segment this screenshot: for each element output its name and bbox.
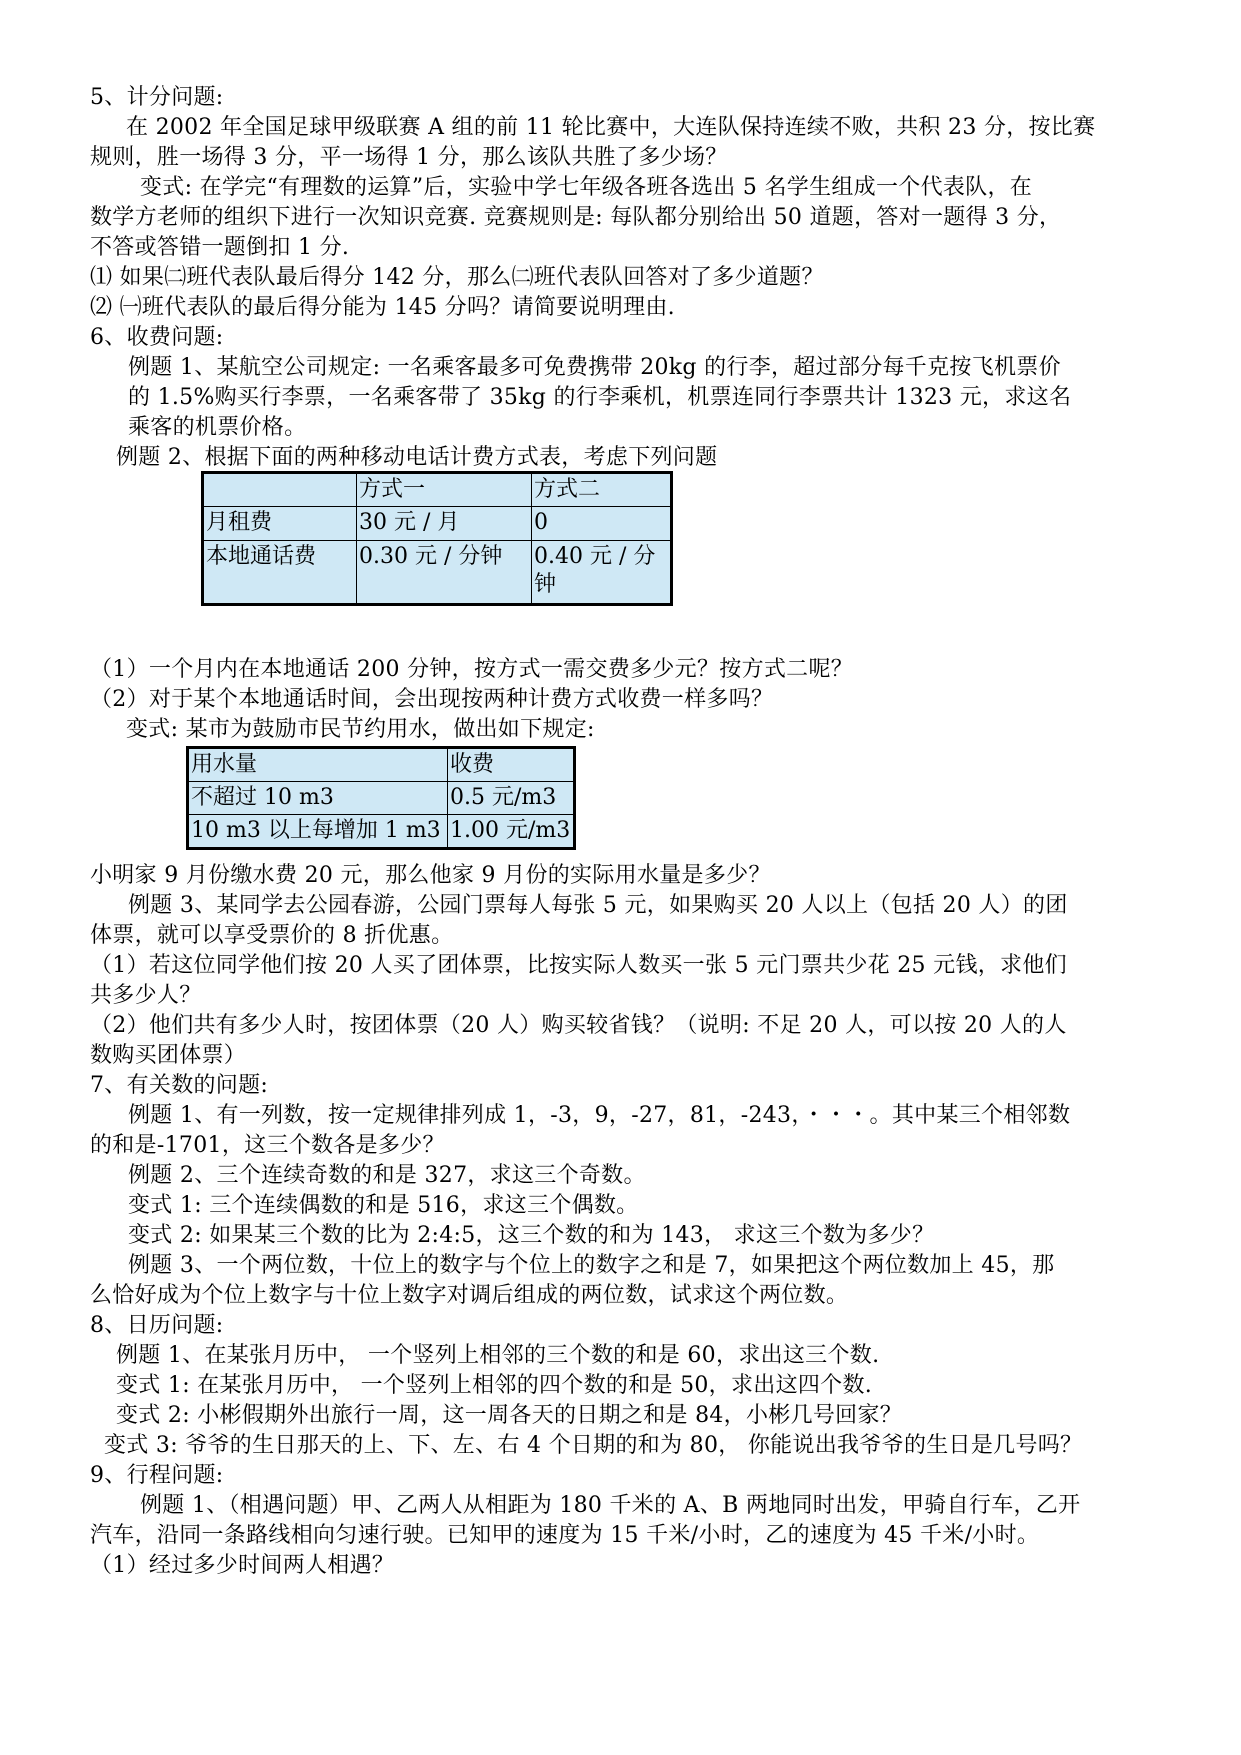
table-cell: 0.5 元/m3 xyxy=(448,782,575,815)
table-cell: 方式二 xyxy=(532,473,672,507)
table-cell xyxy=(203,473,357,507)
text-line: 变式 2: 小彬假期外出旅行一周，这一周各天的日期之和是 84，小彬几号回家？ xyxy=(116,1403,903,1428)
table-cell: 0 xyxy=(532,507,672,541)
text-line: 汽车，沿同一条路线相向匀速行驶。已知甲的速度为 15 千米/小时，乙的速度为 45 千米/小时。 xyxy=(90,1523,1040,1548)
text-line: 乘客的机票价格。 xyxy=(128,415,307,440)
text-line: 么恰好成为个位上数字与十位上数字对调后组成的两位数，试求这个两位数。 xyxy=(90,1283,849,1308)
table-row xyxy=(203,541,672,605)
text-line: 小明家 9 月份缴水费 20 元，那么他家 9 月份的实际用水量是多少？ xyxy=(90,863,771,888)
text-line: 变式 2: 如果某三个数的比为 2:4:5，这三个数的和为 143， 求这三个数为多少？ xyxy=(128,1223,935,1248)
table-row xyxy=(188,782,575,815)
table-cell: 本地通话费 xyxy=(203,541,357,605)
table-cell: 不超过 10 m3 xyxy=(188,782,448,815)
table-row xyxy=(203,473,672,507)
cell-line: 钟 xyxy=(534,572,557,597)
text-line: （1）一个月内在本地通话 200 分钟，按方式一需交费多少元？按方式二呢？ xyxy=(90,657,854,682)
text-line: （2）他们共有多少人时，按团体票（20 人）购买较省钱？（说明: 不足 20 人，可以按 20 人的人 xyxy=(90,1013,1067,1038)
text-line: 例题 2、三个连续奇数的和是 327，求这三个奇数。 xyxy=(128,1163,646,1188)
text-line: 数学方老师的组织下进行一次知识竞赛. 竞赛规则是: 每队都分别给出 50 道题，答对一题得 3 分， xyxy=(90,205,1062,230)
text-line: 变式: 在学完“有理数的运算”后，实验中学七年级各班各选出 5 名学生组成一个代表队，在 xyxy=(140,175,1033,200)
text-line: 例题 1、有一列数，按一定规律排列成 1，-3，9，-27，81，-243，・・・。其中某三个相邻数 xyxy=(128,1103,1071,1128)
section-heading: 8、日历问题: xyxy=(90,1313,224,1338)
text-line: 变式 1: 三个连续偶数的和是 516，求这三个偶数。 xyxy=(128,1193,639,1218)
text-line: 例题 3、某同学去公园春游，公园门票每人每张 5 元，如果购买 20 人以上（包括 20 人）的团 xyxy=(128,893,1068,918)
text-line: 变式 3: 爷爷的生日那天的上、下、左、右 4 个日期的和为 80， 你能说出我爷爷的生日是几号吗？ xyxy=(104,1433,1083,1458)
section-heading: 5、计分问题: xyxy=(90,85,224,110)
text-line: 例题 1、某航空公司规定: 一名乘客最多可免费携带 20kg 的行李，超过部分每千克按飞机票价 xyxy=(128,355,1061,380)
text-line: 例题 1、（相遇问题）甲、乙两人从相距为 180 千米的 A、B 两地同时出发，甲骑自行车，乙开 xyxy=(140,1493,1081,1518)
text-line: （1）经过多少时间两人相遇？ xyxy=(90,1553,395,1578)
text-line: ⑴ 如果㈡班代表队最后得分 142 分，那么㈡班代表队回答对了多少道题？ xyxy=(90,265,824,290)
table-cell: 1.00 元/m3 xyxy=(448,815,575,849)
text-line: 规则，胜一场得 3 分，平一场得 1 分，那么该队共胜了多少场？ xyxy=(90,145,728,170)
text-line: （2）对于某个本地通话时间，会出现按两种计费方式收费一样多吗？ xyxy=(90,687,774,712)
text-line: 例题 3、一个两位数，十位上的数字与个位上的数字之和是 7，如果把这个两位数加上 45，那 xyxy=(128,1253,1055,1278)
water-fee-table xyxy=(186,746,576,850)
table-row xyxy=(188,748,575,782)
phone-billing-table xyxy=(201,471,673,606)
table-cell: 方式一 xyxy=(357,473,532,507)
table-row xyxy=(203,507,672,541)
text-line: 的和是-1701，这三个数各是多少？ xyxy=(90,1133,445,1158)
table-cell: 月租费 xyxy=(203,507,357,541)
text-line: 例题 2、根据下面的两种移动电话计费方式表，考虑下列问题 xyxy=(116,445,718,470)
table-cell: 收费 xyxy=(448,748,575,782)
table-row xyxy=(188,815,575,849)
cell-line: 0.40 元 / 分 xyxy=(534,544,656,569)
table-cell: 用水量 xyxy=(188,748,448,782)
text-line: 体票，就可以享受票价的 8 折优惠。 xyxy=(90,923,454,948)
text-line: 的 1.5%购买行李票，一名乘客带了 35kg 的行李乘机，机票连同行李票共计 1323 元，求这名 xyxy=(128,385,1072,410)
table-cell: 30 元 / 月 xyxy=(357,507,532,541)
section-heading: 7、有关数的问题: xyxy=(90,1073,269,1098)
table-cell: 0.30 元 / 分钟 xyxy=(357,541,532,605)
section-heading: 9、行程问题: xyxy=(90,1463,224,1488)
table-cell xyxy=(532,541,672,605)
text-line: 变式 1: 在某张月历中， 一个竖列上相邻的四个数的和是 50，求出这四个数. xyxy=(116,1373,873,1398)
text-line: ⑵ ㈠班代表队的最后得分能为 145 分吗？请简要说明理由. xyxy=(90,295,675,320)
text-line: 数购买团体票） xyxy=(90,1043,247,1068)
text-line: 不答或答错一题倒扣 1 分. xyxy=(90,235,350,260)
text-line: （1）若这位同学他们按 20 人买了团体票，比按实际人数买一张 5 元门票共少花 25 元钱，求他们 xyxy=(90,953,1067,978)
text-line: 例题 1、在某张月历中， 一个竖列上相邻的三个数的和是 60，求出这三个数. xyxy=(116,1343,880,1368)
text-line: 共多少人？ xyxy=(90,983,202,1008)
text-line: 在 2002 年全国足球甲级联赛 A 组的前 11 轮比赛中，大连队保持连续不败，共积 23 分，按比赛 xyxy=(126,115,1096,140)
text-line: 变式: 某市为鼓励市民节约用水，做出如下规定: xyxy=(126,717,595,742)
table-cell: 10 m3 以上每增加 1 m3 xyxy=(188,815,448,849)
section-heading: 6、收费问题: xyxy=(90,325,224,350)
